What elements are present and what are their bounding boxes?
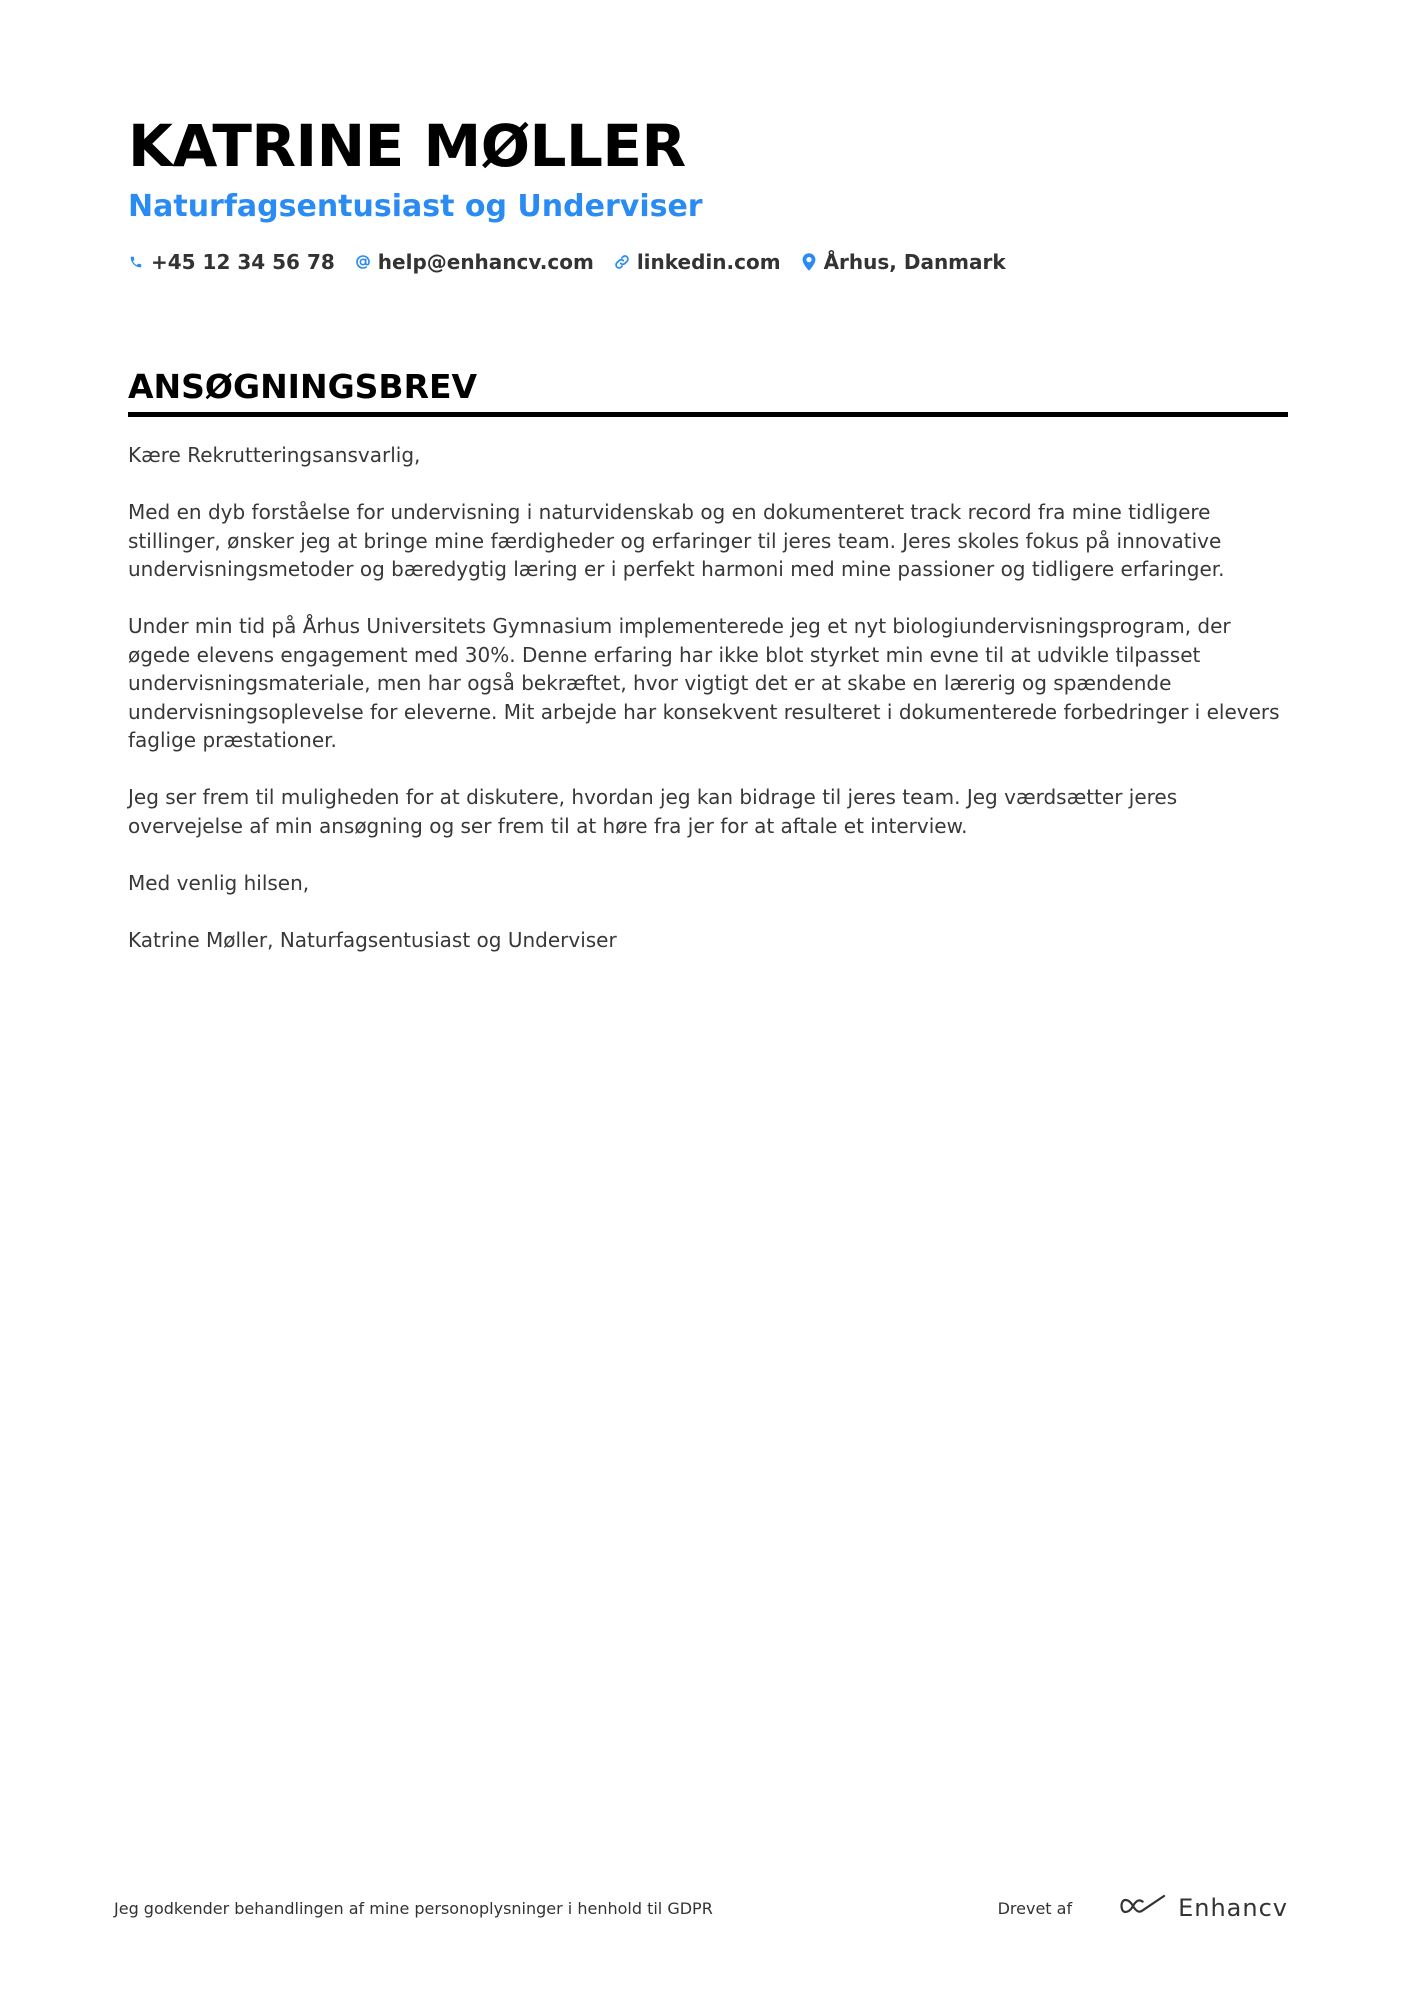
- location-text: Århus, Danmark: [823, 250, 1006, 274]
- letter-paragraph-2: Under min tid på Århus Universitets Gymnasium implementerede jeg et nyt biologiundervisningsprogram, der øgede elevens engagement med 30%. Denne erfaring har ikke blot styrket min evne til at udvikle tilpasset undervisningsmateriale, men har også bekræftet, hvor vigtigt det er at skabe en lærerig og spændende undervisningsoplevelse for eleverne. Mit arbejde har konsekvent resulteret i dokumenterede forbedringer i elevers faglige præstationer.: [128, 614, 1280, 752]
- location-pin-icon: [801, 253, 817, 271]
- at-icon: [355, 253, 371, 271]
- candidate-headline: Naturfagsentusiast og Underviser: [128, 189, 703, 224]
- letter-salutation: Kære Rekrutteringsansvarlig,: [128, 443, 421, 467]
- footer: [114, 1886, 1288, 1930]
- footer-branding: [998, 1893, 1288, 1923]
- section-title: ANSØGNINGSBREV: [128, 367, 478, 406]
- contact-bar: [128, 250, 1288, 274]
- gdpr-consent-text: Jeg godkender behandlingen af mine personoplysninger i henhold til GDPR: [114, 1898, 713, 1918]
- phone-text: +45 12 34 56 78: [151, 250, 335, 274]
- candidate-name: KATRINE MØLLER: [128, 112, 686, 180]
- enhancv-logo-icon: [1120, 1893, 1166, 1923]
- contact-linkedin[interactable]: [614, 250, 781, 274]
- letter-closing: Med venlig hilsen,: [128, 870, 310, 895]
- contact-email[interactable]: [355, 250, 594, 274]
- header: [128, 108, 1288, 274]
- letter-paragraph-3: Jeg ser frem til muligheden for at diskutere, hvordan jeg kan bidrage til jeres team. Jeg værdsætter jeres overvejelse af min ansøgning og ser frem til at høre fra jer for at aftale et interview.: [128, 785, 1178, 838]
- letter-body: [128, 441, 1288, 954]
- powered-by-label: Drevet af: [997, 1898, 1073, 1918]
- cover-letter-section: [128, 364, 1288, 983]
- link-icon: [614, 253, 630, 271]
- contact-phone: [128, 250, 335, 274]
- enhancv-brand-name: Enhancv: [1178, 1894, 1288, 1922]
- letter-signature: Katrine Møller, Naturfagsentusiast og Underviser: [128, 927, 617, 952]
- enhancv-logo[interactable]: [1120, 1893, 1288, 1923]
- phone-icon: [128, 253, 144, 271]
- email-text[interactable]: help@enhancv.com: [377, 250, 594, 274]
- section-divider: [128, 412, 1288, 417]
- contact-location: [801, 250, 1006, 274]
- linkedin-text[interactable]: linkedin.com: [636, 250, 781, 274]
- letter-paragraph-1: Med en dyb forståelse for undervisning i naturvidenskab og en dokumenteret track record fra mine tidligere stillinger, ønsker jeg at bringe mine færdigheder og erfaringer til jeres team. Jeres skoles fokus på innovative undervisningsmetoder og bæredygtig læring er i perfekt harmoni med mine passioner og tidligere erfaringer.: [128, 500, 1225, 581]
